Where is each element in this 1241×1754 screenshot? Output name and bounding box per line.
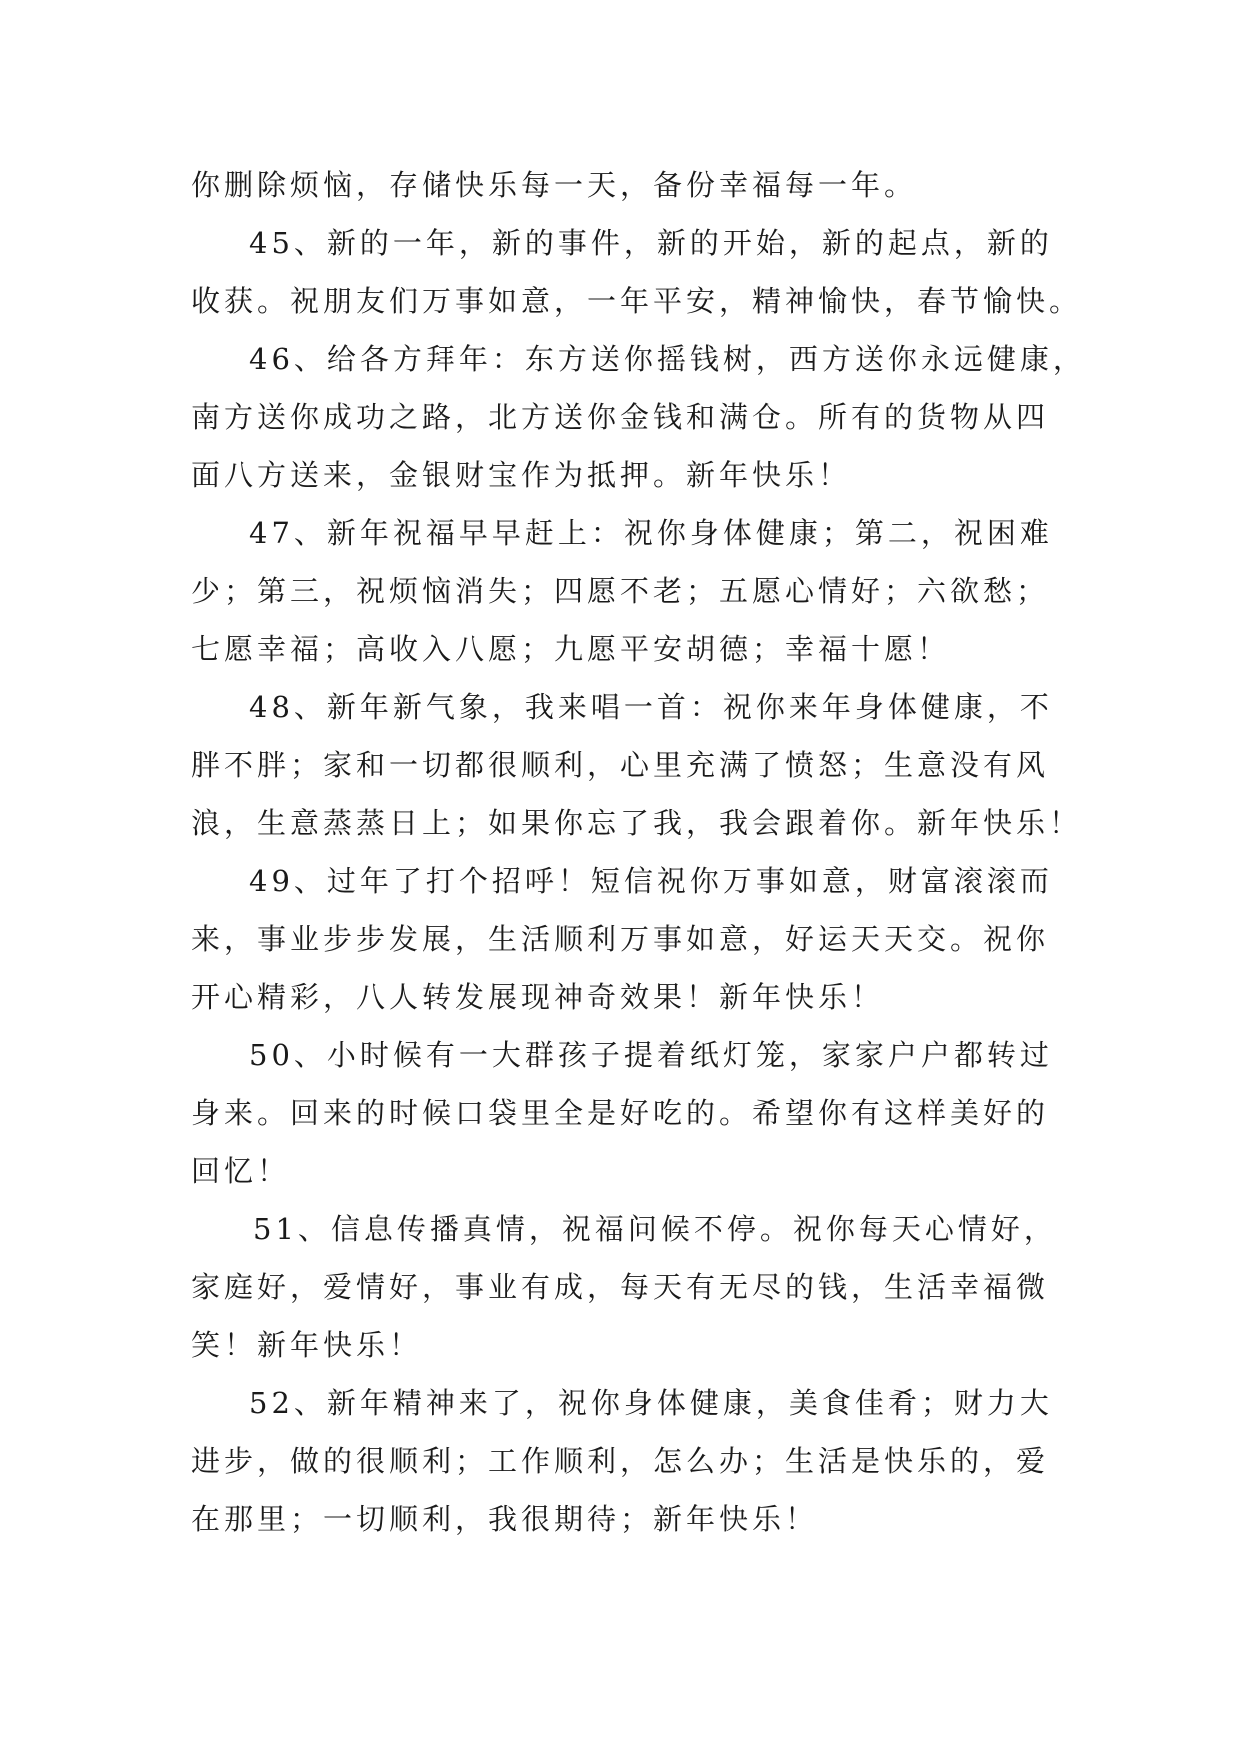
text-line: 来，事业步步发展，生活顺利万事如意，好运天天交。祝你 bbox=[191, 922, 1050, 956]
paragraph-46 bbox=[191, 330, 1086, 504]
text-line: 51、信息传播真情，祝福问候不停。祝你每天心情好， bbox=[253, 1212, 1057, 1246]
text-line: 回忆！ bbox=[191, 1154, 291, 1188]
text-line: 开心精彩，八人转发展现神奇效果！新年快乐！ bbox=[191, 980, 885, 1014]
text-line: 面八方送来，金银财宝作为抵押。新年快乐！ bbox=[191, 458, 852, 492]
text-line: 南方送你成功之路，北方送你金钱和满仓。所有的货物从四 bbox=[191, 400, 1050, 434]
paragraph-45 bbox=[191, 214, 1083, 330]
text-line: 52、新年精神来了，祝你身体健康，美食佳肴；财力大 bbox=[249, 1386, 1053, 1420]
text-line: 50、小时候有一大群孩子提着纸灯笼，家家户户都转过 bbox=[249, 1038, 1053, 1072]
paragraph-50 bbox=[191, 1026, 1061, 1200]
text-line: 49、过年了打个招呼！短信祝你万事如意，财富滚滚而 bbox=[249, 864, 1053, 898]
text-line: 七愿幸福；高收入八愿；九愿平安胡德；幸福十愿！ bbox=[191, 632, 951, 666]
paragraph-47 bbox=[191, 504, 1061, 678]
paragraph-49 bbox=[191, 852, 1061, 1026]
text-line: 46、给各方拜年：东方送你摇钱树，西方送你永远健康， bbox=[249, 342, 1086, 376]
document-body bbox=[191, 156, 1086, 1548]
text-line: 47、新年祝福早早赶上：祝你身体健康；第二，祝困难 bbox=[249, 516, 1053, 550]
paragraph-48 bbox=[191, 678, 1083, 852]
text-line: 45、新的一年，新的事件，新的开始，新的起点，新的 bbox=[249, 226, 1053, 260]
text-line: 笑！新年快乐！ bbox=[191, 1328, 423, 1362]
paragraph-52 bbox=[191, 1374, 1061, 1548]
text-line: 家庭好，爱情好，事业有成，每天有无尽的钱，生活幸福微 bbox=[191, 1270, 1050, 1304]
text-line: 收获。祝朋友们万事如意，一年平安，精神愉快，春节愉快。 bbox=[191, 284, 1083, 318]
text-line: 浪，生意蒸蒸日上；如果你忘了我，我会跟着你。新年快乐！ bbox=[191, 806, 1083, 840]
text-line: 48、新年新气象，我来唱一首：祝你来年身体健康，不 bbox=[249, 690, 1053, 724]
text-line: 胖不胖；家和一切都很顺利，心里充满了愤怒；生意没有风 bbox=[191, 748, 1050, 782]
text-line: 身来。回来的时候口袋里全是好吃的。希望你有这样美好的 bbox=[191, 1096, 1050, 1130]
paragraph-51 bbox=[191, 1200, 1061, 1374]
paragraph-continuation bbox=[191, 156, 1061, 214]
text-line: 你删除烦恼，存储快乐每一天，备份幸福每一年。 bbox=[191, 168, 918, 202]
text-line: 进步，做的很顺利；工作顺利，怎么办；生活是快乐的，爱 bbox=[191, 1444, 1050, 1478]
text-line: 在那里；一切顺利，我很期待；新年快乐！ bbox=[191, 1502, 819, 1536]
text-line: 少；第三，祝烦恼消失；四愿不老；五愿心情好；六欲愁； bbox=[191, 574, 1050, 608]
